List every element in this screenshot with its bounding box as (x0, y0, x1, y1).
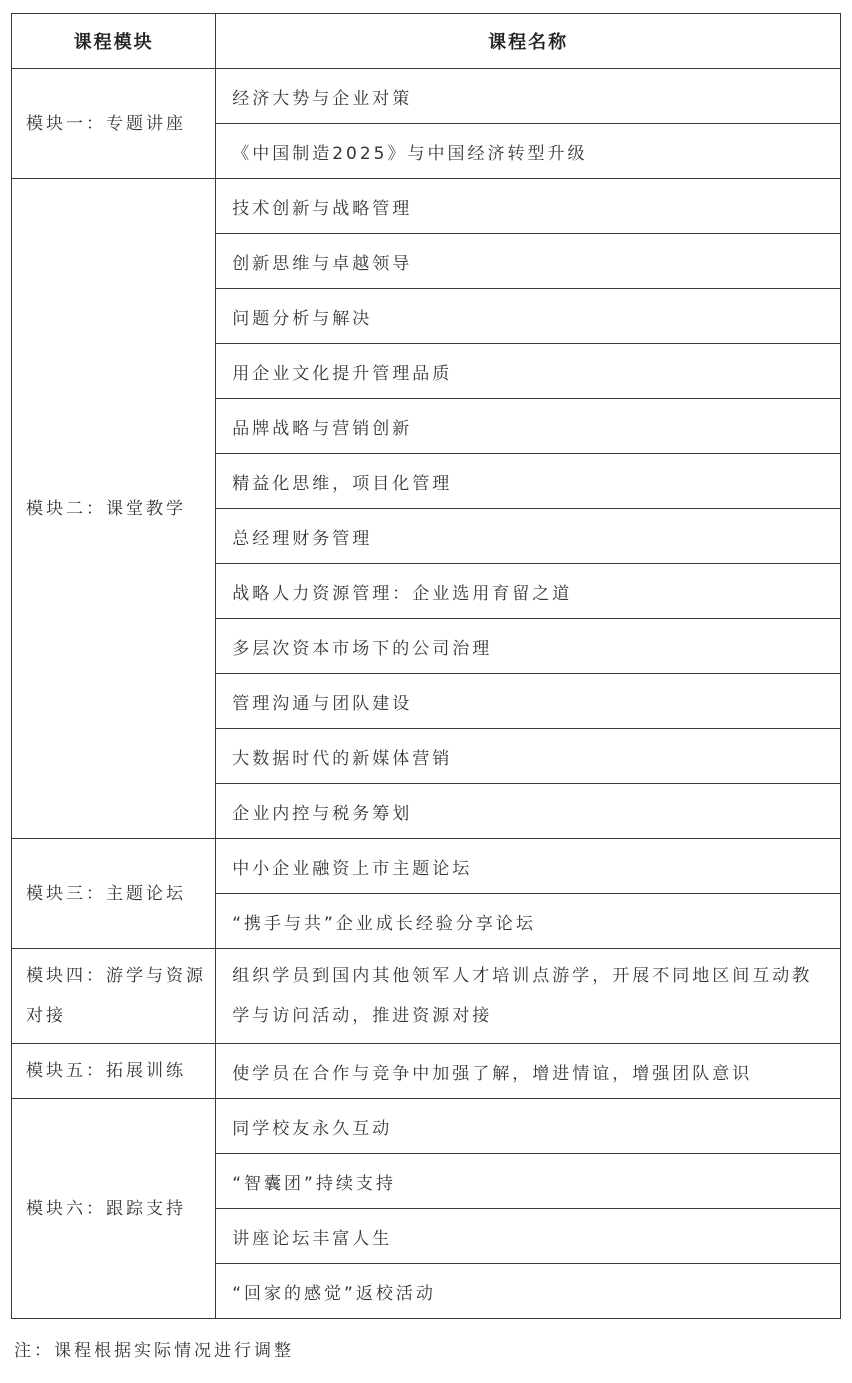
module-name: 模块一：专题讲座 (12, 69, 216, 179)
course-name: 创新思维与卓越领导 (216, 234, 841, 289)
header-module: 课程模块 (12, 14, 216, 69)
course-name: 同学校友永久互动 (216, 1099, 841, 1154)
course-name: “智囊团”持续支持 (216, 1154, 841, 1209)
header-course: 课程名称 (216, 14, 841, 69)
course-table (11, 13, 841, 1319)
footnote: 注：课程根据实际情况进行调整 (14, 1341, 294, 1361)
course-name: 品牌战略与营销创新 (216, 399, 841, 454)
module-name: 模块五：拓展训练 (12, 1044, 216, 1099)
table-row (12, 839, 841, 894)
table-header-row (12, 14, 841, 69)
course-name: 大数据时代的新媒体营销 (216, 729, 841, 784)
module-name: 模块六：跟踪支持 (12, 1099, 216, 1319)
course-name: 讲座论坛丰富人生 (216, 1209, 841, 1264)
course-name: “携手与共”企业成长经验分享论坛 (216, 894, 841, 949)
table-row (12, 949, 841, 1044)
course-name: 战略人力资源管理：企业选用育留之道 (216, 564, 841, 619)
course-name: 精益化思维，项目化管理 (216, 454, 841, 509)
course-name: 管理沟通与团队建设 (216, 674, 841, 729)
course-name: 总经理财务管理 (216, 509, 841, 564)
table-row (12, 69, 841, 124)
course-name: 经济大势与企业对策 (216, 69, 841, 124)
course-name: 技术创新与战略管理 (216, 179, 841, 234)
course-name: 多层次资本市场下的公司治理 (216, 619, 841, 674)
table-row (12, 179, 841, 234)
course-name: 使学员在合作与竞争中加强了解，增进情谊，增强团队意识 (216, 1044, 841, 1099)
module-name: 模块二：课堂教学 (12, 179, 216, 839)
module-name: 模块三：主题论坛 (12, 839, 216, 949)
course-name: 《中国制造2025》与中国经济转型升级 (216, 124, 841, 179)
course-name: 中小企业融资上市主题论坛 (216, 839, 841, 894)
course-name: 用企业文化提升管理品质 (216, 344, 841, 399)
course-name: 问题分析与解决 (216, 289, 841, 344)
course-name: 组织学员到国内其他领军人才培训点游学，开展不同地区间互动教学与访问活动，推进资源对接 (216, 949, 841, 1044)
table-row (12, 1044, 841, 1099)
module-name: 模块四：游学与资源对接 (12, 949, 216, 1044)
course-name: “回家的感觉”返校活动 (216, 1264, 841, 1319)
table-row (12, 1099, 841, 1154)
course-name: 企业内控与税务筹划 (216, 784, 841, 839)
